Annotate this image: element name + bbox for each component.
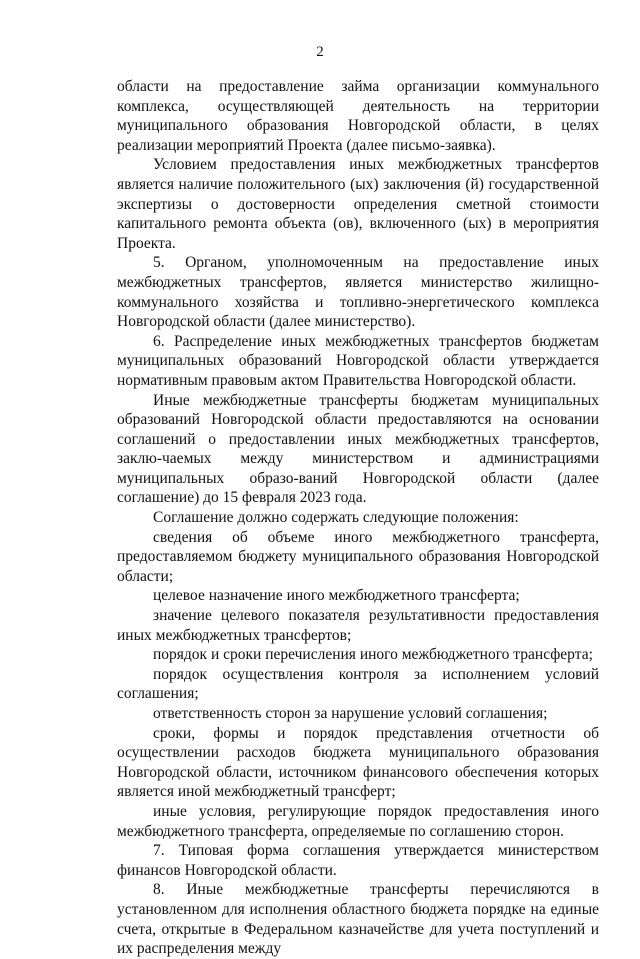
list-item-transfer-volume: сведения об объеме иного межбюджетного трансферта, предоставляемом бюджету муниципального образования Новгородской области; bbox=[117, 528, 599, 585]
list-item-responsibility: ответственность сторон за нарушение условий соглашения; bbox=[153, 705, 548, 722]
paragraph-agreements-basis: Иные межбюджетные трансферты бюджетам муниципальных образований Новгородской области предоставляются на основании соглашений о предоставлении иных межбюджетных трансфертов, заклю-чаемых между министерством и администрациями муниципальных образо-ваний Новгородской области (далее соглашение) до 15 февраля 2023 года. bbox=[117, 391, 599, 507]
paragraph-item-5-authorized-body: 5. Органом, уполномоченным на предоставление иных межбюджетных трансфертов, является министерство жилищно-коммунального хозяйства и топливно-энергетического комплекса Новгородской области (далее министерство). bbox=[117, 254, 599, 331]
paragraph-application-letter: области на предоставление займа организации коммунального комплекса, осуществляющей деятельность на территории муниципального образования Новгородской области, в целях реализации мероприятий Проекта (далее письмо-заявка). bbox=[117, 78, 599, 154]
paragraph-item-7-standard-form: 7. Типовая форма соглашения утверждается министерством финансов Новгородской области. bbox=[117, 842, 599, 879]
list-item-other-conditions: иные условия, регулирующие порядок предоставления иного межбюджетного трансферта, определяемые по соглашению сторон. bbox=[117, 802, 599, 840]
list-item-control-procedure: порядок осуществления контроля за исполнением условий соглашения; bbox=[117, 665, 599, 703]
paragraph-agreement-contents-intro: Соглашение должно содержать следующие положения: bbox=[153, 509, 519, 527]
paragraph-expertise-condition: Условием предоставления иных межбюджетных трансфертов является наличие положительного (ых) заключения (й) государственной экспертизы о достоверности определения сметной стоимости капитального ремонта объекта (ов), включенного (ых) в мероприятия Проекта. bbox=[117, 156, 599, 252]
page-number: 2 bbox=[316, 44, 324, 60]
document-body bbox=[117, 77, 599, 959]
list-item-transfer-terms: порядок и сроки перечисления иного межбюджетного трансферта; bbox=[153, 646, 593, 664]
paragraph-item-8-transfer-accounts: 8. Иные межбюджетные трансферты перечисляются в установленном для исполнения областного бюджета порядке на единые счета, открытые в Федеральном казначействе для учета поступлений и их распределения между bbox=[117, 881, 599, 958]
list-item-purpose: целевое назначение иного межбюджетного трансферта; bbox=[153, 587, 520, 605]
list-item-target-indicator: значение целевого показателя результативности предоставления иных межбюджетных трансфертов; bbox=[117, 607, 599, 644]
paragraph-item-6-distribution: 6. Распределение иных межбюджетных трансфертов бюджетам муниципальных образований Новгородской области утверждается нормативным правовым актом Правительства Новгородской области. bbox=[117, 332, 599, 389]
list-item-reporting: сроки, формы и порядок представления отчетности об осуществлении расходов бюджета муниципального образования Новгородской области, источником финансового обеспечения которых является иной межбюджетный трансферт; bbox=[117, 724, 599, 801]
